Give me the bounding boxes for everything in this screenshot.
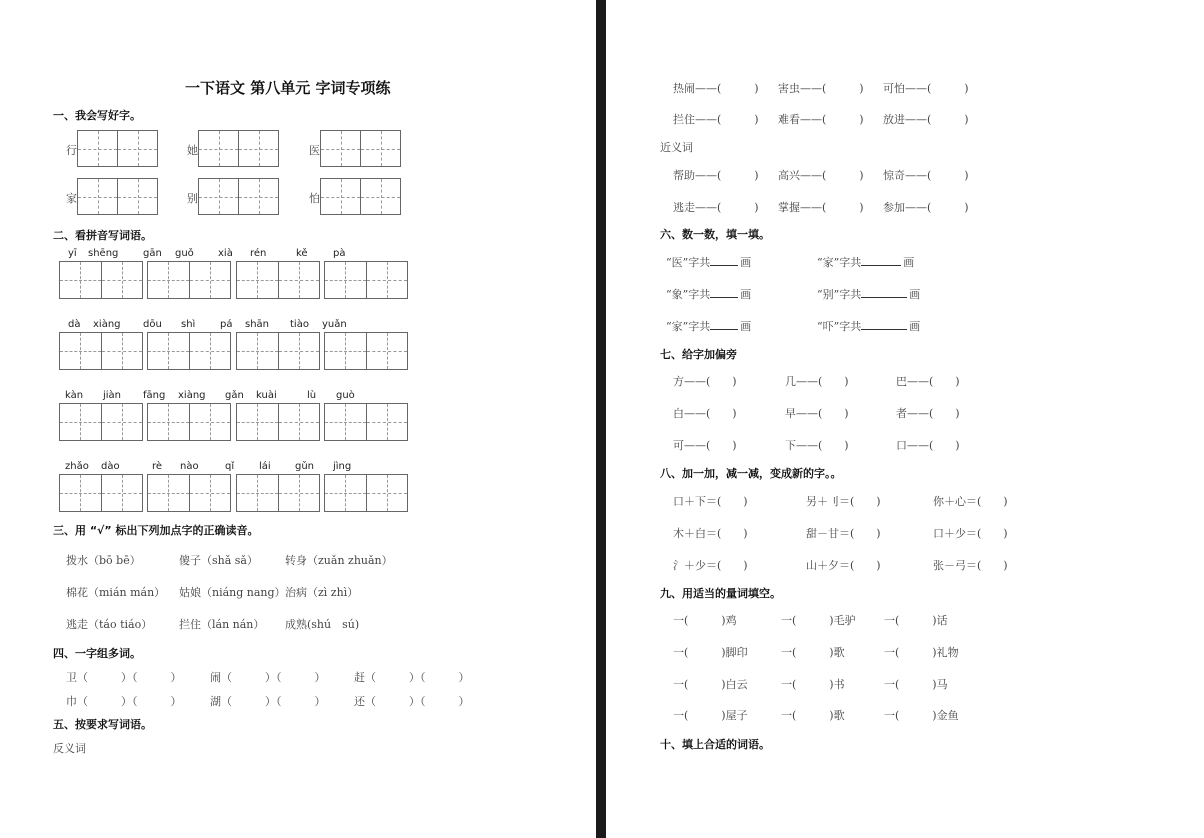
section-9-heading: 九、用适当的量词填空。	[660, 587, 781, 600]
page-divider	[596, 0, 606, 838]
radical-item[interactable]: 可——( )	[673, 439, 737, 452]
section-4-heading: 四、一字组多词。	[53, 647, 141, 660]
stroke-count-prompt: “家”字共	[666, 320, 711, 333]
grid-cell	[60, 262, 102, 298]
measure-word-item[interactable]: 一( )白云	[673, 678, 748, 691]
word-grid[interactable]	[236, 332, 320, 370]
practice-char: 别	[187, 192, 198, 205]
measure-word-item[interactable]: 一( )歌	[781, 709, 845, 722]
stroke-count-prompt: “医”字共	[666, 256, 711, 269]
stroke-unit: 画	[740, 288, 752, 301]
pinyin-label: rè	[152, 461, 163, 472]
radical-item[interactable]: 者——( )	[896, 407, 960, 420]
grid-cell	[325, 404, 367, 440]
pinyin-label: guò	[336, 390, 355, 401]
pinyin-label: dōu	[143, 319, 162, 330]
grid-cell	[367, 475, 408, 511]
stroke-count-item	[666, 286, 751, 302]
section-6-heading: 六、数一数，填一填。	[660, 228, 770, 241]
word-group-item[interactable]: 巾（ ）（ ）	[66, 695, 182, 708]
grid-cell	[102, 262, 143, 298]
radical-item[interactable]: 早——( )	[785, 407, 849, 420]
answer-blank[interactable]	[861, 286, 907, 298]
word-grid[interactable]	[236, 474, 320, 512]
grid-cell	[279, 333, 320, 369]
stroke-count-item	[666, 254, 751, 270]
pinyin-label: kě	[296, 248, 308, 259]
grid-cell	[199, 131, 239, 166]
pinyin-label: dào	[101, 461, 120, 472]
grid-cell	[321, 131, 361, 166]
pronunciation-item[interactable]: 傻子（shǎ sǎ）	[179, 554, 258, 567]
grid-cell	[190, 333, 231, 369]
pinyin-label: shēng	[88, 248, 119, 259]
left-page	[0, 0, 596, 838]
writing-grid[interactable]	[320, 178, 401, 215]
stroke-unit: 画	[740, 320, 752, 333]
pinyin-label: dà	[68, 319, 81, 330]
grid-cell	[78, 179, 118, 214]
antonym-item[interactable]: 放进——( )	[883, 113, 969, 126]
grid-cell	[118, 179, 157, 214]
practice-char: 家	[66, 192, 77, 205]
word-grid[interactable]	[59, 332, 143, 370]
section-8-heading: 八、加一加，减一减，变成新的字。。	[660, 467, 842, 480]
char-math-item[interactable]: 木＋白＝( )	[673, 527, 748, 540]
word-group-item[interactable]: 湖（ ）（ ）	[210, 695, 326, 708]
word-grid[interactable]	[236, 261, 320, 299]
word-grid[interactable]	[147, 403, 231, 441]
grid-cell	[118, 131, 157, 166]
grid-cell	[60, 404, 102, 440]
stroke-unit: 画	[909, 320, 921, 333]
word-group-item[interactable]: 闹（ ）（ ）	[210, 671, 326, 684]
stroke-count-item	[666, 318, 751, 334]
pinyin-label: gǎn	[225, 390, 244, 401]
grid-cell	[279, 475, 320, 511]
pinyin-label: lù	[307, 390, 317, 401]
right-page	[606, 0, 1204, 838]
grid-cell	[148, 262, 190, 298]
grid-cell	[325, 262, 367, 298]
pinyin-label: xiàng	[93, 319, 121, 330]
pinyin-label: pà	[333, 248, 346, 259]
char-math-item[interactable]: 张－弓＝( )	[933, 559, 1008, 572]
synonym-item[interactable]: 惊奇——( )	[883, 169, 969, 182]
radical-item[interactable]: 白——( )	[673, 407, 737, 420]
synonym-item[interactable]: 逃走——( )	[673, 201, 759, 214]
pinyin-label: yī	[68, 248, 77, 259]
section-5-heading: 五、按要求写词语。	[53, 718, 152, 731]
grid-cell	[148, 475, 190, 511]
synonym-item[interactable]: 高兴——( )	[778, 169, 864, 182]
stroke-count-prompt: “家”字共	[817, 256, 862, 269]
grid-cell	[148, 333, 190, 369]
synonym-item[interactable]: 帮助——( )	[673, 169, 759, 182]
pinyin-label: xiàng	[178, 390, 206, 401]
grid-cell	[367, 333, 408, 369]
grid-cell	[190, 262, 231, 298]
grid-cell	[239, 131, 278, 166]
pronunciation-item[interactable]: 拨水（bō bē）	[66, 554, 141, 567]
synonym-item[interactable]: 掌握——( )	[778, 201, 864, 214]
antonym-item[interactable]: 可怕——( )	[883, 82, 969, 95]
grid-cell	[102, 404, 143, 440]
antonym-item[interactable]: 热闹——( )	[673, 82, 759, 95]
section-1-heading: 一、我会写好字。	[53, 109, 141, 122]
practice-char: 医	[309, 144, 320, 157]
stroke-count-item	[817, 254, 914, 270]
grid-cell	[199, 179, 239, 214]
stroke-count-prompt: “象”字共	[666, 288, 711, 301]
grid-cell	[239, 179, 278, 214]
pinyin-label: guǒ	[175, 248, 194, 259]
answer-blank[interactable]	[710, 318, 738, 330]
pinyin-label: zhǎo	[65, 461, 89, 472]
practice-char: 她	[187, 144, 198, 157]
grid-cell	[237, 475, 279, 511]
measure-word-item[interactable]: 一( )歌	[781, 646, 845, 659]
word-group-item[interactable]: 还（ ）（ ）	[354, 695, 470, 708]
char-math-item[interactable]: 山＋夕＝( )	[806, 559, 881, 572]
synonym-item[interactable]: 参加——( )	[883, 201, 969, 214]
char-math-item[interactable]: 甜－甘＝( )	[806, 527, 881, 540]
pinyin-label: lái	[259, 461, 271, 472]
word-grid[interactable]	[147, 474, 231, 512]
word-grid[interactable]	[324, 332, 408, 370]
radical-item[interactable]: 巴——( )	[896, 375, 960, 388]
char-math-item[interactable]: 你＋心＝( )	[933, 495, 1008, 508]
radical-item[interactable]: 几——( )	[785, 375, 849, 388]
grid-cell	[279, 262, 320, 298]
answer-blank[interactable]	[861, 254, 901, 266]
grid-cell	[190, 404, 231, 440]
pinyin-label: gǔn	[295, 461, 315, 472]
section-7-heading: 七、给字加偏旁	[660, 348, 737, 361]
grid-cell	[78, 131, 118, 166]
grid-cell	[237, 404, 279, 440]
pinyin-label: xià	[218, 248, 233, 259]
measure-word-item[interactable]: 一( )话	[884, 614, 948, 627]
pinyin-label: fāng	[143, 390, 166, 401]
writing-grid[interactable]	[77, 178, 158, 215]
stroke-count-item	[817, 318, 920, 334]
stroke-unit: 画	[909, 288, 921, 301]
pinyin-label: gān	[143, 248, 162, 259]
pronunciation-item[interactable]: 逃走（táo tiáo）	[66, 618, 153, 631]
practice-char: 行	[66, 144, 77, 157]
word-grid[interactable]	[236, 403, 320, 441]
answer-blank[interactable]	[861, 318, 907, 330]
radical-item[interactable]: 方——( )	[673, 375, 737, 388]
stroke-count-prompt: “别”字共	[817, 288, 862, 301]
section-10-heading: 十、填上合适的词语。	[660, 738, 770, 751]
antonym-item[interactable]: 难看——( )	[778, 113, 864, 126]
grid-cell	[321, 179, 361, 214]
word-grid[interactable]	[324, 261, 408, 299]
word-grid[interactable]	[147, 261, 231, 299]
answer-blank[interactable]	[710, 286, 738, 298]
grid-cell	[237, 262, 279, 298]
pinyin-label: jiàn	[103, 390, 122, 401]
grid-cell	[190, 475, 231, 511]
pinyin-label: kuài	[256, 390, 277, 401]
stroke-unit: 画	[740, 256, 752, 269]
pinyin-label: tiào	[290, 319, 309, 330]
writing-grid[interactable]	[77, 130, 158, 167]
pronunciation-item[interactable]: 姑娘（niáng nang）	[179, 586, 286, 599]
pinyin-label: nào	[180, 461, 199, 472]
pinyin-label: qǐ	[225, 461, 235, 472]
word-grid[interactable]	[59, 474, 143, 512]
word-group-item[interactable]: 卫（ ）（ ）	[66, 671, 182, 684]
word-group-item[interactable]: 赶（ ）（ ）	[354, 671, 470, 684]
word-grid[interactable]	[147, 332, 231, 370]
grid-cell	[237, 333, 279, 369]
word-grid[interactable]	[324, 403, 408, 441]
char-math-item[interactable]: 氵＋少＝( )	[673, 559, 748, 572]
measure-word-item[interactable]: 一( )马	[884, 678, 948, 691]
section-3-heading: 三、用 “√” 标出下列加点字的正确读音。	[53, 524, 259, 537]
antonym-label: 反义词	[53, 742, 86, 755]
grid-cell	[102, 333, 143, 369]
worksheet-title: 一下语文 第八单元 字词专项练	[185, 79, 391, 97]
writing-grid[interactable]	[320, 130, 401, 167]
grid-cell	[102, 475, 143, 511]
char-math-item[interactable]: 口＋下＝( )	[673, 495, 748, 508]
practice-char: 怕	[309, 192, 320, 205]
measure-word-item[interactable]: 一( )礼物	[884, 646, 959, 659]
word-grid[interactable]	[324, 474, 408, 512]
measure-word-item[interactable]: 一( )毛驴	[781, 614, 856, 627]
word-grid[interactable]	[59, 403, 143, 441]
measure-word-item[interactable]: 一( )屋子	[673, 709, 748, 722]
stroke-count-prompt: “吓”字共	[817, 320, 862, 333]
pronunciation-item[interactable]: 拦住（lán nán）	[179, 618, 265, 631]
grid-cell	[325, 333, 367, 369]
antonym-item[interactable]: 害虫——( )	[778, 82, 864, 95]
stroke-count-item	[817, 286, 920, 302]
measure-word-item[interactable]: 一( )书	[781, 678, 845, 691]
grid-cell	[361, 131, 400, 166]
answer-blank[interactable]	[710, 254, 738, 266]
grid-cell	[325, 475, 367, 511]
grid-cell	[367, 262, 408, 298]
measure-word-item[interactable]: 一( )鸡	[673, 614, 737, 627]
pronunciation-item[interactable]: 成熟(shú sú)	[285, 618, 360, 631]
measure-word-item[interactable]: 一( )金鱼	[884, 709, 959, 722]
pinyin-label: shì	[181, 319, 196, 330]
radical-item[interactable]: 下——( )	[785, 439, 849, 452]
writing-grid[interactable]	[198, 178, 279, 215]
grid-cell	[60, 333, 102, 369]
radical-item[interactable]: 口——( )	[896, 439, 960, 452]
char-math-item[interactable]: 口＋少＝( )	[933, 527, 1008, 540]
pinyin-label: pá	[220, 319, 233, 330]
writing-grid[interactable]	[198, 130, 279, 167]
measure-word-item[interactable]: 一( )脚印	[673, 646, 748, 659]
word-grid[interactable]	[59, 261, 143, 299]
grid-cell	[60, 475, 102, 511]
pinyin-label: yuǎn	[322, 319, 347, 330]
char-math-item[interactable]: 另＋刂＝( )	[806, 495, 881, 508]
pronunciation-item[interactable]: 治病（zì zhì）	[285, 586, 359, 599]
grid-cell	[367, 404, 408, 440]
pinyin-label: rén	[250, 248, 267, 259]
stroke-unit: 画	[903, 256, 915, 269]
pinyin-label: shān	[245, 319, 270, 330]
synonym-label: 近义词	[660, 141, 693, 154]
pronunciation-item[interactable]: 棉花（mián mán）	[66, 586, 166, 599]
grid-cell	[148, 404, 190, 440]
pronunciation-item[interactable]: 转身（zuǎn zhuǎn）	[285, 554, 393, 567]
grid-cell	[279, 404, 320, 440]
section-2-heading: 二、看拼音写词语。	[53, 229, 152, 242]
antonym-item[interactable]: 拦住——( )	[673, 113, 759, 126]
grid-cell	[361, 179, 400, 214]
pinyin-label: kàn	[65, 390, 84, 401]
pinyin-label: jìng	[333, 461, 352, 472]
